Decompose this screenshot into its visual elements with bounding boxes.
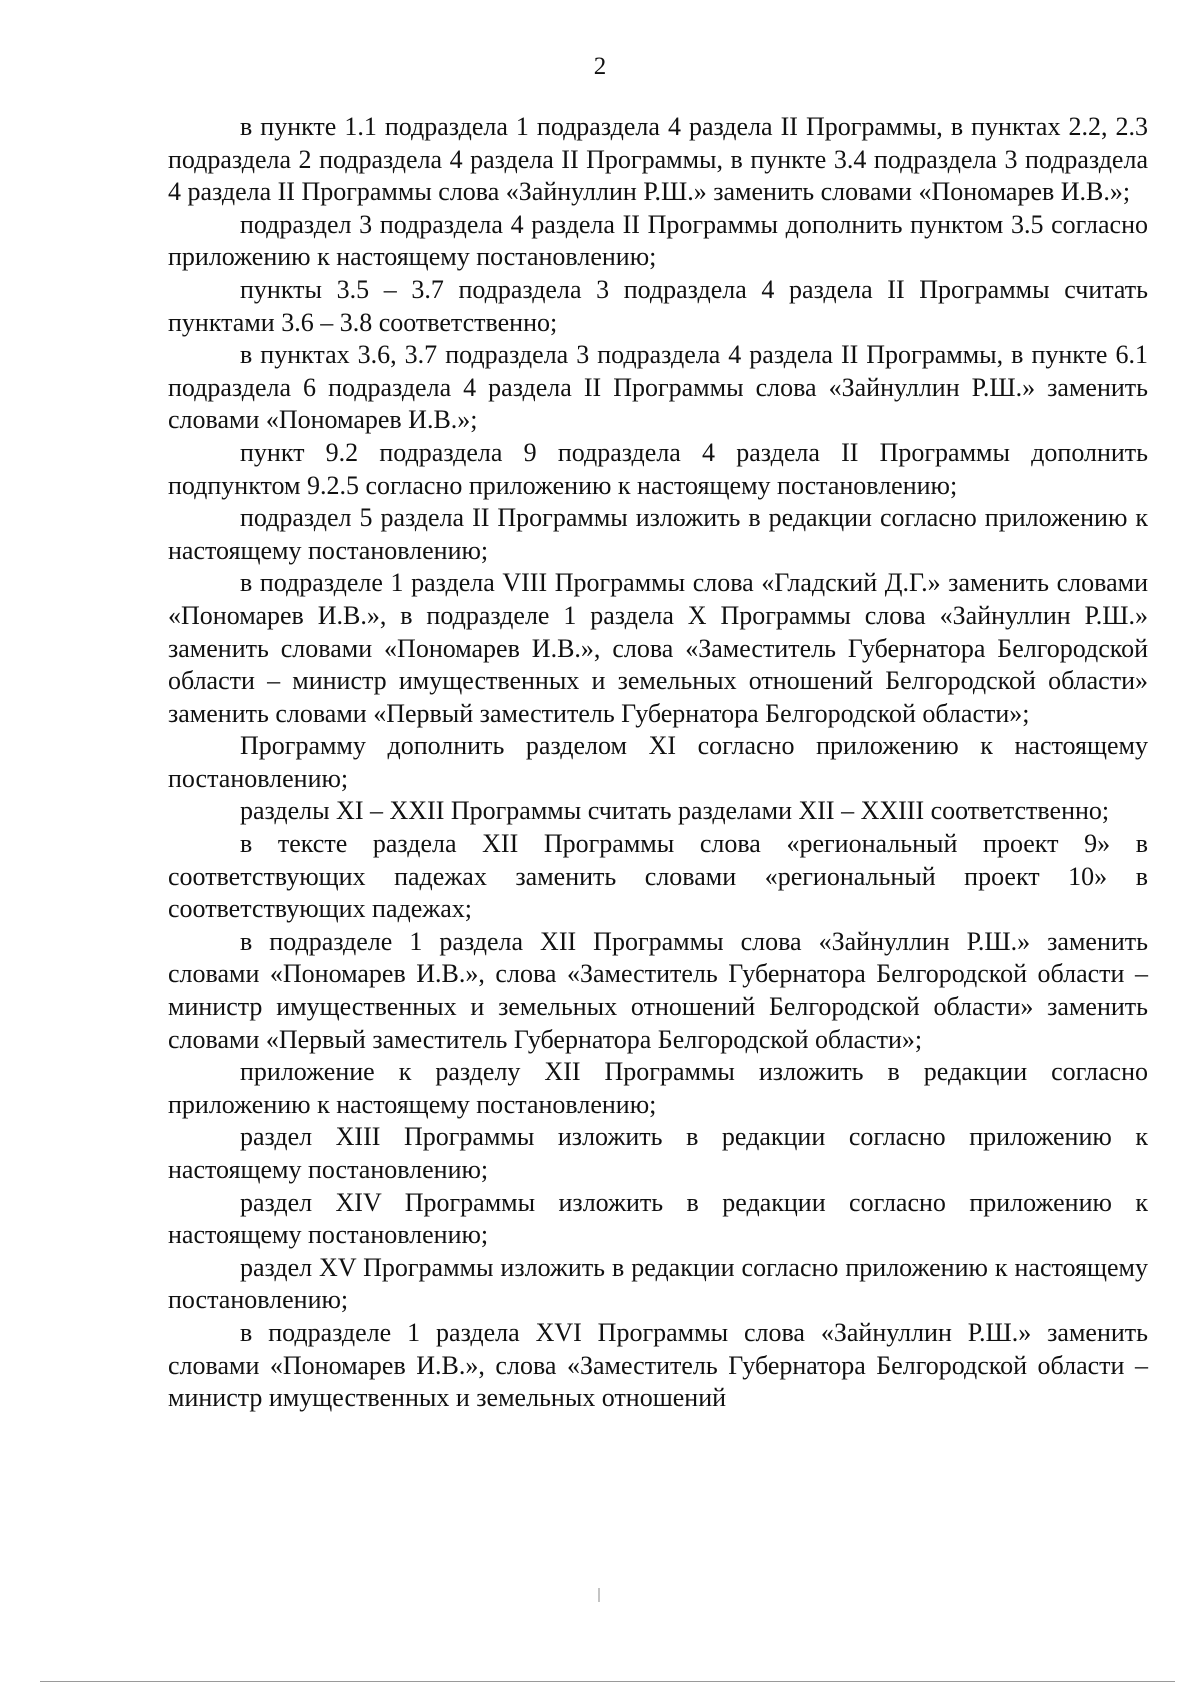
paragraph: в подразделе 1 раздела XII Программы слова «Зайнуллин Р.Ш.» заменить словами «Пономарев И.В.», слова «Заместитель Губернатора Белгородской области – министр имущественных и земельных отношений Белгородской области» заменить словами «Первый заместитель Губернатора Белгородской области»; xyxy=(168,926,1148,1054)
paragraph: пункты 3.5 – 3.7 подраздела 3 подраздела 4 раздела II Программы считать пунктами 3.6 – 3.8 соответственно; xyxy=(168,274,1148,337)
paragraph: раздел XIV Программы изложить в редакции согласно приложению к настоящему постановлению; xyxy=(168,1187,1148,1250)
paragraph: подраздел 3 подраздела 4 раздела II Программы дополнить пунктом 3.5 согласно приложению к настоящему постановлению; xyxy=(168,209,1148,272)
document-body xyxy=(168,111,1148,1415)
paragraph: в подразделе 1 раздела VIII Программы слова «Гладский Д.Г.» заменить словами «Пономарев И.В.», в подразделе 1 раздела X Программы слова «Зайнуллин Р.Ш.» заменить словами «Пономарев И.В.», слова «Заместитель Губернатора Белгородской области – министр имущественных и земельных отношений Белгородской области» заменить словами «Первый заместитель Губернатора Белгородской области»; xyxy=(168,568,1148,728)
page-bottom-rule xyxy=(40,1681,1175,1682)
paragraph: в подразделе 1 раздела XVI Программы слова «Зайнуллин Р.Ш.» заменить словами «Пономарев И.В.», слова «Заместитель Губернатора Белгородской области – министр имущественных и земельных отношений xyxy=(168,1317,1148,1413)
paragraph: разделы XI – XXII Программы считать разделами XII – XXIII соответственно; xyxy=(240,796,1110,826)
paragraph: раздел XIII Программы изложить в редакции согласно приложению к настоящему постановлению; xyxy=(168,1122,1148,1184)
paragraph: подраздел 5 раздела II Программы изложить в редакции согласно приложению к настоящему постановлению; xyxy=(168,503,1148,565)
paragraph: в пункте 1.1 подраздела 1 подраздела 4 раздела II Программы, в пунктах 2.2, 2.3 подраздела 2 подраздела 4 раздела II Программы, в пункте 3.4 подраздела 3 подраздела 4 раздела II Программы слова «Зайнуллин Р.Ш.» заменить словами «Пономарев И.В.»; xyxy=(168,112,1148,207)
scan-mark xyxy=(598,1588,600,1602)
paragraph: пункт 9.2 подраздела 9 подраздела 4 раздела II Программы дополнить подпунктом 9.2.5 согласно приложению к настоящему постановлению; xyxy=(168,437,1148,500)
paragraph: в тексте раздела XII Программы слова «региональный проект 9» в соответствующих падежах заменить словами «региональный проект 10» в соответствующих падежах; xyxy=(168,829,1148,924)
paragraph: раздел XV Программы изложить в редакции согласно приложению к настоящему постановлению; xyxy=(168,1252,1148,1315)
page-number: 2 xyxy=(593,53,607,80)
paragraph: Программу дополнить разделом XI согласно приложению к настоящему постановлению; xyxy=(168,731,1148,793)
paragraph: приложение к разделу XII Программы изложить в редакции согласно приложению к настоящему постановлению; xyxy=(168,1057,1148,1119)
paragraph: в пунктах 3.6, 3.7 подраздела 3 подраздела 4 раздела II Программы, в пункте 6.1 подраздела 6 подраздела 4 раздела II Программы слова «Зайнуллин Р.Ш.» заменить словами «Пономарев И.В.»; xyxy=(168,340,1148,435)
